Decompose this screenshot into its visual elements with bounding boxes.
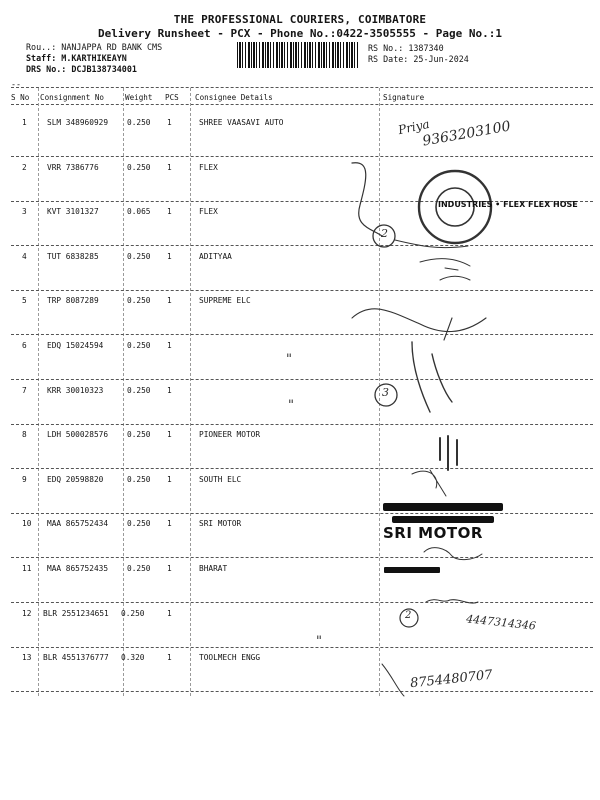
row-divider xyxy=(11,691,593,692)
cell-weight: 0.250 xyxy=(127,163,151,172)
drs-number: DRS No.: DCJB138734001 xyxy=(26,64,137,74)
cell-pcs: 1 xyxy=(167,430,172,439)
cell-pcs: 1 xyxy=(167,609,172,618)
barcode xyxy=(237,42,360,68)
cell-consignment: EDQ 20598820 xyxy=(47,475,104,484)
handwritten-phone: 4447314346 xyxy=(465,612,537,633)
rs-date: RS Date: 25-Jun-2024 xyxy=(368,54,469,64)
cell-consignment: TUT 6838285 xyxy=(47,252,99,261)
column-divider xyxy=(38,88,39,696)
cell-pcs: 1 xyxy=(167,252,172,261)
cell-consignment: SLM 348960929 xyxy=(47,118,109,127)
col-header-pcs: PCS xyxy=(165,93,179,102)
cell-pcs: 1 xyxy=(167,653,172,662)
handwritten-phone: 8754480707 xyxy=(409,667,494,692)
cell-sno: 13 xyxy=(22,653,32,662)
cell-consignee: FLEX xyxy=(199,163,218,172)
cell-weight: 0.250 xyxy=(127,341,151,350)
cell-sno: 11 xyxy=(22,564,32,573)
cell-consignment: KVT 3101327 xyxy=(47,207,99,216)
rs-number: RS No.: 1387340 xyxy=(368,43,444,53)
cell-pcs: 1 xyxy=(167,519,172,528)
cell-consignment: BLR 4551376777 xyxy=(43,653,109,662)
row-divider xyxy=(11,245,593,246)
cell-consignee: ADITYAA xyxy=(199,252,232,261)
cell-consignee: TOOLMECH ENGG xyxy=(199,653,261,662)
column-divider xyxy=(123,88,124,696)
cell-pcs: 1 xyxy=(167,475,172,484)
row-divider xyxy=(11,290,593,291)
cell-sno: 5 xyxy=(22,296,27,305)
cell-weight: 0.065 xyxy=(127,207,151,216)
row-divider xyxy=(11,156,593,157)
cell-consignee: FLEX xyxy=(199,207,218,216)
cell-consignment: KRR 30010323 xyxy=(47,386,104,395)
cell-sno: 10 xyxy=(22,519,32,528)
col-header-signature: Signature xyxy=(383,93,425,102)
col-header-weight: Weight xyxy=(125,93,153,102)
column-divider xyxy=(190,88,191,696)
cell-weight: 0.250 xyxy=(127,564,151,573)
cell-weight: 0.320 xyxy=(121,653,145,662)
col-header-consignment: Consignment No xyxy=(40,93,105,102)
cell-pcs: 1 xyxy=(167,564,172,573)
cell-pcs: 1 xyxy=(167,118,172,127)
cell-consignment: MAA 865752434 xyxy=(47,519,109,528)
cell-consignment: VRR 7386776 xyxy=(47,163,99,172)
cell-consignee: BHARAT xyxy=(199,564,228,573)
ditto-mark: " xyxy=(286,352,292,367)
dash-mark: -- xyxy=(11,79,22,89)
cell-sno: 2 xyxy=(22,163,27,172)
cell-pcs: 1 xyxy=(167,341,172,350)
cell-consignment: LDH 500028576 xyxy=(47,430,109,439)
col-header-sno: S No xyxy=(11,93,30,102)
row-divider xyxy=(11,379,593,380)
circled-count: 3 xyxy=(382,386,389,399)
cell-consignee: PIONEER MOTOR xyxy=(199,430,261,439)
cell-consignee: SOUTH ELC xyxy=(199,475,242,484)
cell-sno: 12 xyxy=(22,609,32,618)
cell-weight: 0.250 xyxy=(127,475,151,484)
cell-sno: 3 xyxy=(22,207,27,216)
cell-weight: 0.250 xyxy=(127,118,151,127)
cell-pcs: 1 xyxy=(167,207,172,216)
row-divider xyxy=(11,513,593,514)
cell-consignment: BLR 2551234651 xyxy=(43,609,109,618)
route-label: Rou..: NANJAPPA RD BANK CMS xyxy=(26,42,163,52)
cell-weight: 0.250 xyxy=(121,609,145,618)
cell-weight: 0.250 xyxy=(127,252,151,261)
cell-consignee: SHREE VAASAVI AUTO xyxy=(199,118,284,127)
cell-consignee: SUPREME ELC xyxy=(199,296,251,305)
cell-weight: 0.250 xyxy=(127,519,151,528)
cell-sno: 1 xyxy=(22,118,27,127)
handwritten-phone: 9363203100 xyxy=(421,118,512,150)
column-divider xyxy=(379,88,380,696)
cell-pcs: 1 xyxy=(167,386,172,395)
circled-count: 2 xyxy=(381,227,388,240)
cell-weight: 0.250 xyxy=(127,430,151,439)
cell-weight: 0.250 xyxy=(127,296,151,305)
header-top-rule xyxy=(11,87,593,88)
cell-sno: 6 xyxy=(22,341,27,350)
row-divider xyxy=(11,468,593,469)
row-divider xyxy=(11,424,593,425)
ditto-mark: " xyxy=(316,634,322,649)
cell-weight: 0.250 xyxy=(127,386,151,395)
cell-pcs: 1 xyxy=(167,163,172,172)
header-bottom-rule xyxy=(11,104,593,105)
row-divider xyxy=(11,647,593,648)
ditto-mark: " xyxy=(288,398,294,413)
cell-consignee: SRI MOTOR xyxy=(199,519,242,528)
cell-sno: 8 xyxy=(22,430,27,439)
row-divider xyxy=(11,557,593,558)
handwritten-name: Priya xyxy=(396,116,431,138)
staff-label: Staff: M.KARTHIKEAYN xyxy=(26,53,127,63)
row-divider xyxy=(11,334,593,335)
cell-sno: 7 xyxy=(22,386,27,395)
cell-consignment: MAA 865752435 xyxy=(47,564,109,573)
runsheet-subtitle: Delivery Runsheet - PCX - Phone No.:0422-3505555 - Page No.:1 xyxy=(98,27,502,40)
cell-consignment: EDQ 15024594 xyxy=(47,341,104,350)
cell-pcs: 1 xyxy=(167,296,172,305)
cell-sno: 9 xyxy=(22,475,27,484)
flex-stamp-text: INDUSTRIES • FLEX FLEX HOSE xyxy=(438,200,578,209)
sri-motor-stamp: SRI MOTOR xyxy=(383,524,483,542)
company-title: THE PROFESSIONAL COURIERS, COIMBATORE xyxy=(173,13,427,26)
col-header-consignee: Consignee Details xyxy=(195,93,273,102)
circled-count: 2 xyxy=(405,610,412,621)
cell-consignment: TRP 8087289 xyxy=(47,296,99,305)
cell-sno: 4 xyxy=(22,252,27,261)
row-divider xyxy=(11,602,593,603)
